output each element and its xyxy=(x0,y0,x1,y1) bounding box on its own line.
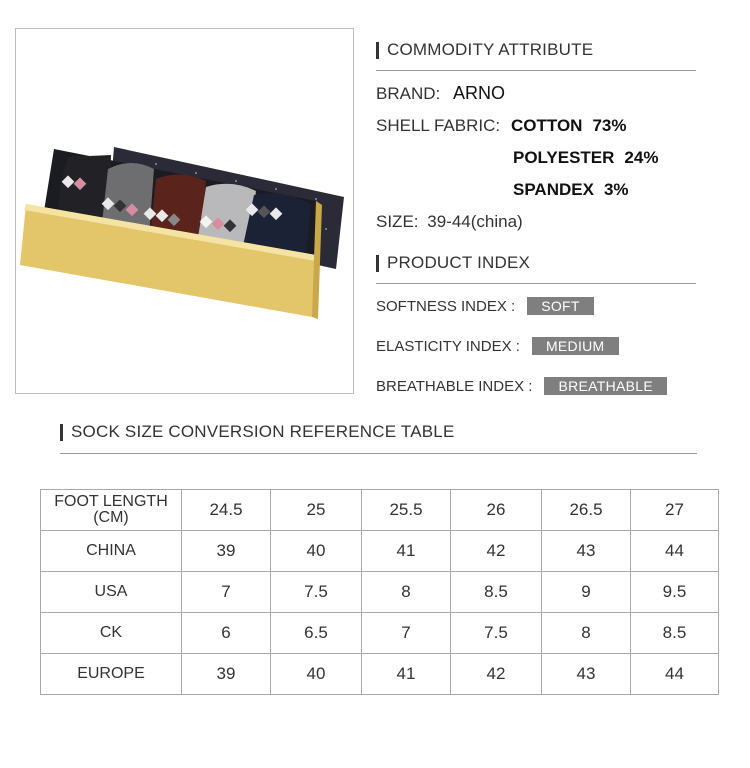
table-cell: 39 xyxy=(182,531,271,572)
table-cell: 9.5 xyxy=(631,572,719,613)
softness-index-tag: SOFT xyxy=(527,297,594,315)
breathable-index-label: BREATHABLE INDEX : xyxy=(376,377,533,395)
row-header: EUROPE xyxy=(41,654,182,695)
table-cell: 6.5 xyxy=(271,613,362,654)
size-row xyxy=(376,212,523,232)
row-header: USA xyxy=(41,572,182,613)
table-cell: 44 xyxy=(631,654,719,695)
size-value: 39-44(china) xyxy=(427,212,523,231)
heading-bar xyxy=(376,255,379,272)
size-table-title: SOCK SIZE CONVERSION REFERENCE TABLE xyxy=(71,422,455,441)
fabric-percent: 3% xyxy=(603,180,629,199)
fabric-name: POLYESTER xyxy=(513,148,615,167)
table-cell: 41 xyxy=(362,654,451,695)
size-label: SIZE: xyxy=(376,212,419,231)
fabric-percent: 73% xyxy=(592,116,627,135)
commodity-attribute-heading xyxy=(376,40,593,60)
divider xyxy=(60,453,697,454)
table-cell: 25.5 xyxy=(362,490,451,531)
breathable-index-tag: BREATHABLE xyxy=(544,377,667,395)
table-cell: 8 xyxy=(362,572,451,613)
brand-label: BRAND: xyxy=(376,84,441,103)
table-cell: 43 xyxy=(542,531,631,572)
elasticity-index-row xyxy=(376,337,619,355)
elasticity-index-label: ELASTICITY INDEX : xyxy=(376,337,520,355)
product-index-heading xyxy=(376,253,530,273)
divider xyxy=(376,283,696,284)
product-index-title: PRODUCT INDEX xyxy=(387,253,531,272)
brand-value: ARNO xyxy=(452,83,505,103)
table-cell: 8 xyxy=(542,613,631,654)
table-cell: 26 xyxy=(451,490,542,531)
table-cell: 7.5 xyxy=(271,572,362,613)
row-header: CK xyxy=(41,613,182,654)
row-header: CHINA xyxy=(41,531,182,572)
table-cell: 24.5 xyxy=(182,490,271,531)
product-photo xyxy=(15,28,354,394)
fabric-percent: 24% xyxy=(624,148,659,167)
table-cell: 25 xyxy=(271,490,362,531)
table-row xyxy=(41,490,719,531)
table-cell: 26.5 xyxy=(542,490,631,531)
row-header: FOOT LENGTH (CM) xyxy=(41,490,182,531)
table-cell: 27 xyxy=(631,490,719,531)
table-row xyxy=(41,531,719,572)
divider xyxy=(376,70,696,71)
softness-index-row xyxy=(376,297,594,315)
fabric-row-1 xyxy=(511,116,627,136)
table-cell: 42 xyxy=(451,531,542,572)
table-row xyxy=(41,613,719,654)
breathable-index-row xyxy=(376,377,667,395)
table-cell: 40 xyxy=(271,531,362,572)
table-cell: 43 xyxy=(542,654,631,695)
elasticity-index-tag: MEDIUM xyxy=(532,337,619,355)
fabric-label: SHELL FABRIC: xyxy=(376,116,501,135)
fabric-name: COTTON xyxy=(511,116,583,135)
table-cell: 7 xyxy=(182,572,271,613)
table-cell: 9 xyxy=(542,572,631,613)
brand-row xyxy=(376,83,505,104)
softness-index-label: SOFTNESS INDEX : xyxy=(376,297,516,315)
heading-bar xyxy=(60,424,63,441)
table-cell: 6 xyxy=(182,613,271,654)
size-table-heading xyxy=(60,422,454,442)
fabric-row-2 xyxy=(513,148,658,168)
table-cell: 8.5 xyxy=(451,572,542,613)
sock-gift-box-illustration xyxy=(16,29,354,394)
table-cell: 39 xyxy=(182,654,271,695)
commodity-attribute-title: COMMODITY ATTRIBUTE xyxy=(387,40,594,59)
table-cell: 40 xyxy=(271,654,362,695)
size-conversion-table xyxy=(40,489,719,695)
table-cell: 7.5 xyxy=(451,613,542,654)
table-cell: 41 xyxy=(362,531,451,572)
table-cell: 7 xyxy=(362,613,451,654)
table-cell: 8.5 xyxy=(631,613,719,654)
fabric-row-3 xyxy=(513,180,629,200)
heading-bar xyxy=(376,42,379,59)
table-cell: 42 xyxy=(451,654,542,695)
table-row xyxy=(41,654,719,695)
table-cell: 44 xyxy=(631,531,719,572)
table-row xyxy=(41,572,719,613)
fabric-name: SPANDEX xyxy=(513,180,594,199)
